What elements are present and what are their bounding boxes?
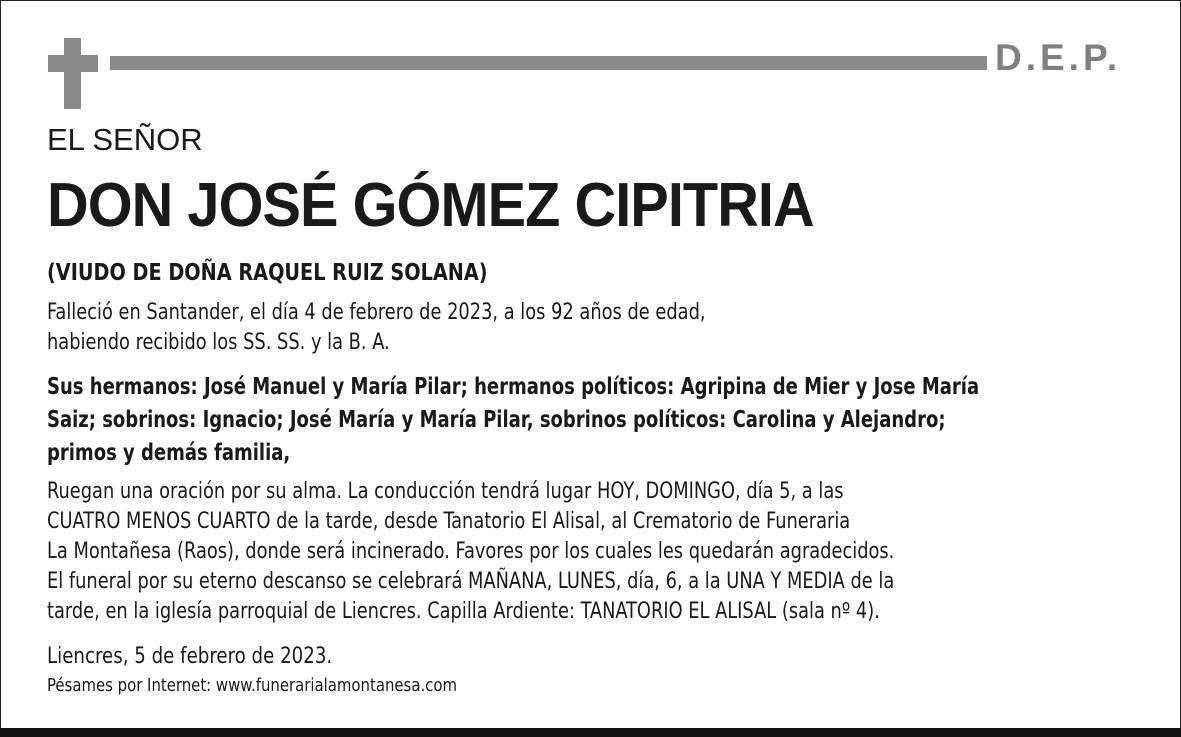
widower-line: (VIUDO DE DOÑA RAQUEL RUIZ SOLANA) — [47, 260, 488, 286]
ceremony-paragraph — [47, 477, 894, 627]
deceased-name: DON JOSÉ GÓMEZ CIPITRIA — [47, 171, 814, 240]
family-paragraph — [47, 371, 979, 470]
death-line: habiendo recibido los SS. SS. y la B. A. — [47, 330, 390, 355]
header-rule — [110, 56, 987, 70]
dep-label: D.E.P. — [995, 37, 1122, 78]
place-date: Liencres, 5 de febrero de 2023. — [47, 644, 333, 669]
ceremony-line: Ruegan una oración por su alma. La conducción tendrá lugar HOY, DOMINGO, día 5, a las — [47, 479, 844, 504]
family-line: Saiz; sobrinos: Ignacio; José María y María Pilar, sobrinos políticos: Carolina y Alejandro; — [47, 407, 946, 433]
condolences-link[interactable]: Pésames por Internet: www.funerarialamontanesa.com — [47, 675, 458, 696]
death-paragraph — [47, 298, 706, 358]
ceremony-line: El funeral por su eterno descanso se celebrará MAÑANA, LUNES, día, 6, a la UNA Y MEDIA de la — [47, 569, 895, 594]
ceremony-line: tarde, en la iglesía parroquial de Liencres. Capilla Ardiente: TANATORIO EL ALISAL (sala nº 4). — [47, 599, 880, 624]
honorific: EL SEÑOR — [47, 122, 203, 157]
death-line: Falleció en Santander, el día 4 de febrero de 2023, a los 92 años de edad, — [47, 300, 706, 325]
family-line: Sus hermanos: José Manuel y María Pilar; hermanos políticos: Agripina de Mier y Jose María — [47, 374, 980, 400]
cross-icon — [64, 38, 81, 109]
family-line: primos y demás familia, — [47, 440, 291, 466]
cross-icon-arm — [48, 55, 98, 72]
bottom-bar — [0, 728, 1181, 737]
ceremony-line: CUATRO MENOS CUARTO de la tarde, desde Tanatorio El Alisal, al Crematorio de Funeraria — [47, 509, 851, 534]
ceremony-line: La Montañesa (Raos), donde será incinerado. Favores por los cuales les quedarán agradecidos. — [47, 539, 895, 564]
